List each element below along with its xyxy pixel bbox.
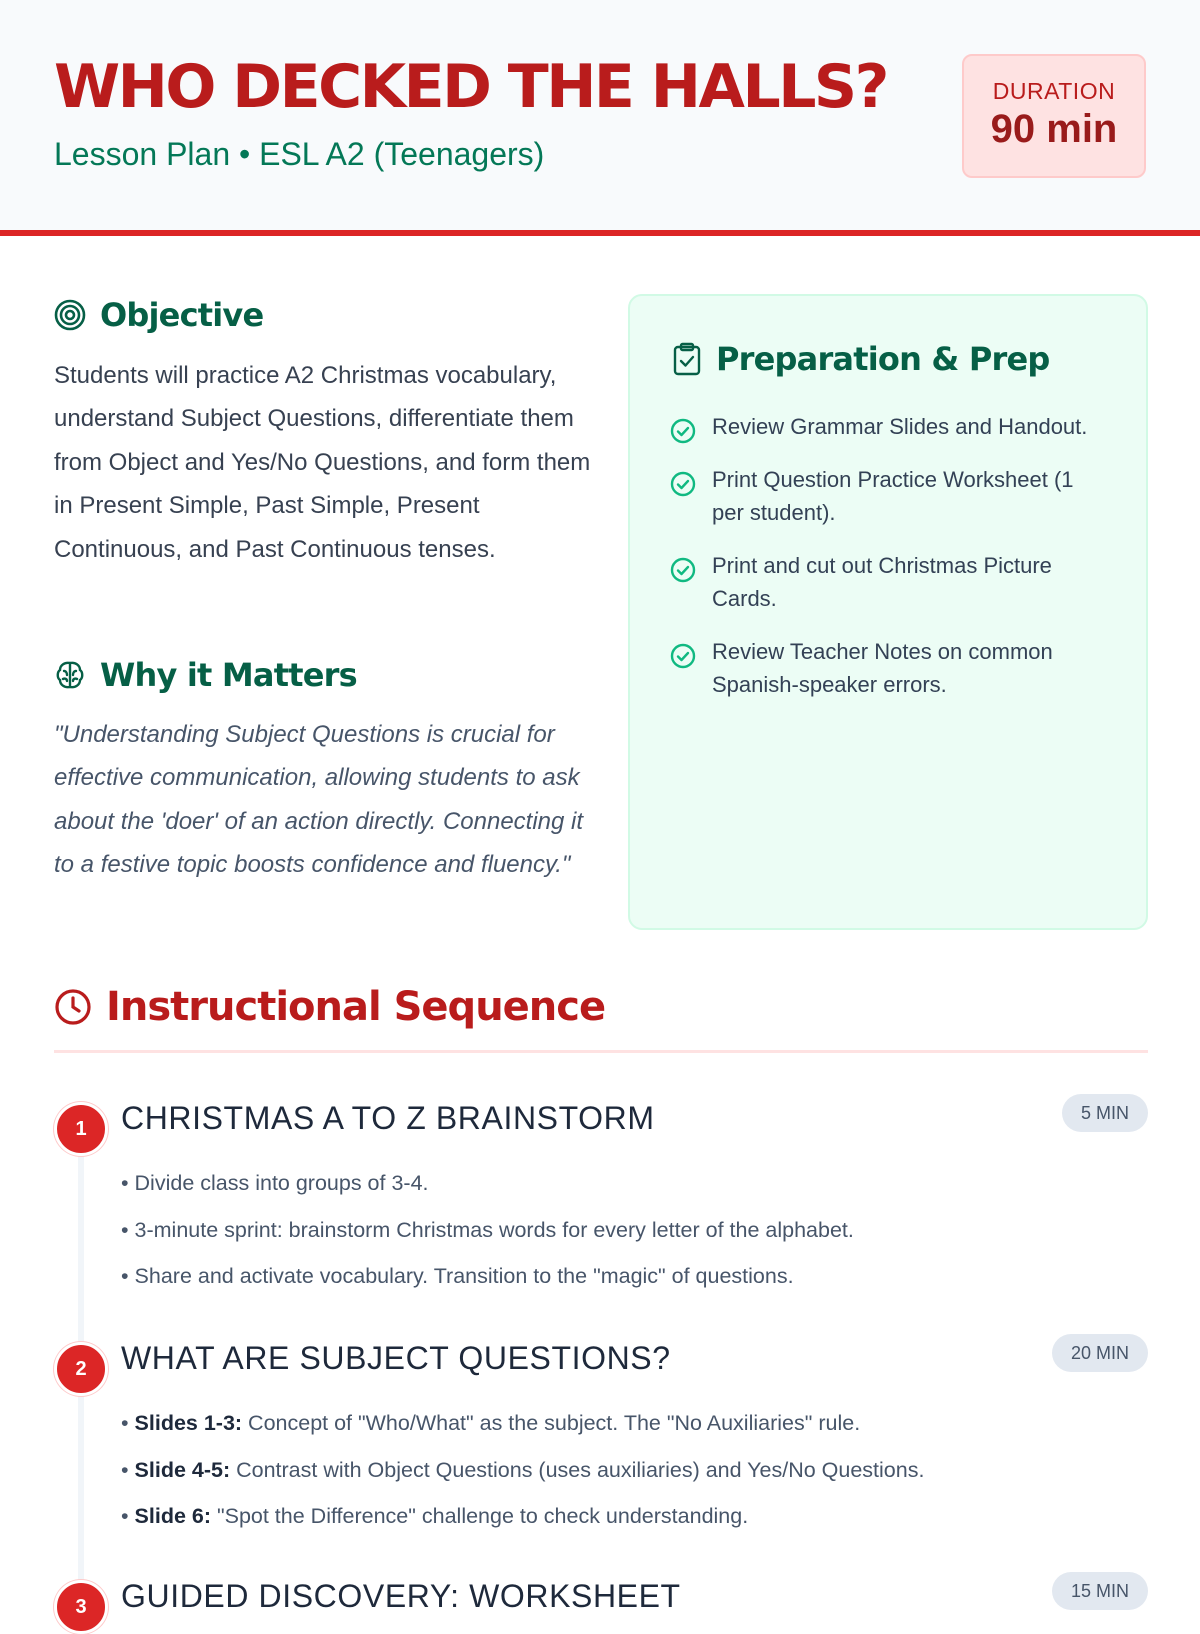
brain-icon (54, 659, 86, 691)
page-subtitle: Lesson Plan • ESL A2 (Teenagers) (54, 136, 545, 172)
preparation-title: Preparation & Prep (716, 340, 1050, 378)
clock-icon (54, 988, 92, 1026)
clipboard-check-icon (672, 342, 702, 376)
sequence-heading (54, 984, 605, 1030)
bullet-text: Share and activate vocabulary. Transition to the "magic" of questions. (134, 1264, 794, 1288)
preparation-card (628, 294, 1148, 930)
step-bullet (121, 1493, 1141, 1540)
objective-text: Students will practice A2 Christmas vocabulary, understand Subject Questions, differentiate them from Object and Yes/No Questions, and form them in Present Simple, Past Simple, Present Continuous, and Past Continuous tenses. (54, 362, 591, 563)
step-bullets (121, 1400, 1141, 1540)
step-duration-badge: 5 MIN (1062, 1094, 1148, 1132)
prep-item-text: Print Question Practice Worksheet (1 per student). (712, 467, 1074, 525)
bullet-bold: Slide 4-5: (134, 1457, 231, 1482)
objective-heading (54, 296, 263, 334)
prep-item (670, 635, 1110, 701)
step-bullet (121, 1160, 1141, 1207)
prep-item-text: Print and cut out Christmas Picture Cards. (712, 553, 1052, 611)
bullet-text: Concept of "Who/What" as the subject. The "No Auxiliaries" rule. (242, 1411, 861, 1435)
page-title: WHO DECKED THE HALLS? (54, 52, 887, 122)
step-duration-badge: 20 MIN (1052, 1334, 1148, 1372)
step-bullets (121, 1160, 1141, 1300)
bullet-text: Contrast with Object Questions (uses auxiliaries) and Yes/No Questions. (230, 1457, 925, 1482)
step-title: GUIDED DISCOVERY: WORKSHEET (121, 1578, 681, 1614)
sequence-divider (54, 1050, 1148, 1053)
step-number: 3 (54, 1580, 108, 1634)
step-bullet (121, 1207, 1141, 1254)
prep-item-text: Review Grammar Slides and Handout. (712, 414, 1088, 439)
step-number: 1 (54, 1102, 108, 1156)
prep-item (670, 549, 1110, 615)
why-title: Why it Matters (100, 656, 357, 694)
step-bullet (121, 1400, 1141, 1447)
step-title: CHRISTMAS A TO Z BRAINSTORM (121, 1100, 655, 1136)
preparation-heading (672, 340, 1049, 378)
bullet-bold: Slides 1-3: (134, 1411, 243, 1435)
why-heading (54, 656, 357, 694)
objective-title: Objective (100, 296, 264, 334)
bullet-bold: Slide 6: (134, 1504, 211, 1528)
check-circle-icon (670, 418, 696, 444)
preparation-list (670, 410, 1110, 721)
target-icon (54, 299, 86, 331)
step-number: 2 (54, 1342, 108, 1396)
why-text: "Understanding Subject Questions is crucial for effective communication, allowing students to ask about the 'doer' of an action directly. Connecting it to a festive topic boosts confidence and fluency." (54, 721, 584, 879)
duration-badge (962, 54, 1146, 178)
sequence-title: Instructional Sequence (106, 984, 606, 1030)
duration-label: DURATION (992, 78, 1116, 104)
prep-item (670, 463, 1110, 529)
check-circle-icon (670, 557, 696, 583)
bullet-text: 3-minute sprint: brainstorm Christmas words for every letter of the alphabet. (134, 1217, 854, 1242)
step-duration-badge: 15 MIN (1052, 1572, 1148, 1610)
bullet-text: Divide class into groups of 3-4. (134, 1171, 429, 1195)
step-bullet (121, 1447, 1141, 1494)
prep-item-text: Review Teacher Notes on common Spanish-speaker errors. (712, 639, 1053, 697)
page-header (0, 0, 1200, 236)
duration-value: 90 min (990, 107, 1118, 151)
check-circle-icon (670, 643, 696, 669)
step-title: WHAT ARE SUBJECT QUESTIONS? (121, 1340, 671, 1376)
bullet-text: "Spot the Difference" challenge to check understanding. (211, 1504, 749, 1528)
step-bullet (121, 1253, 1141, 1300)
prep-item (670, 410, 1110, 443)
check-circle-icon (670, 471, 696, 497)
